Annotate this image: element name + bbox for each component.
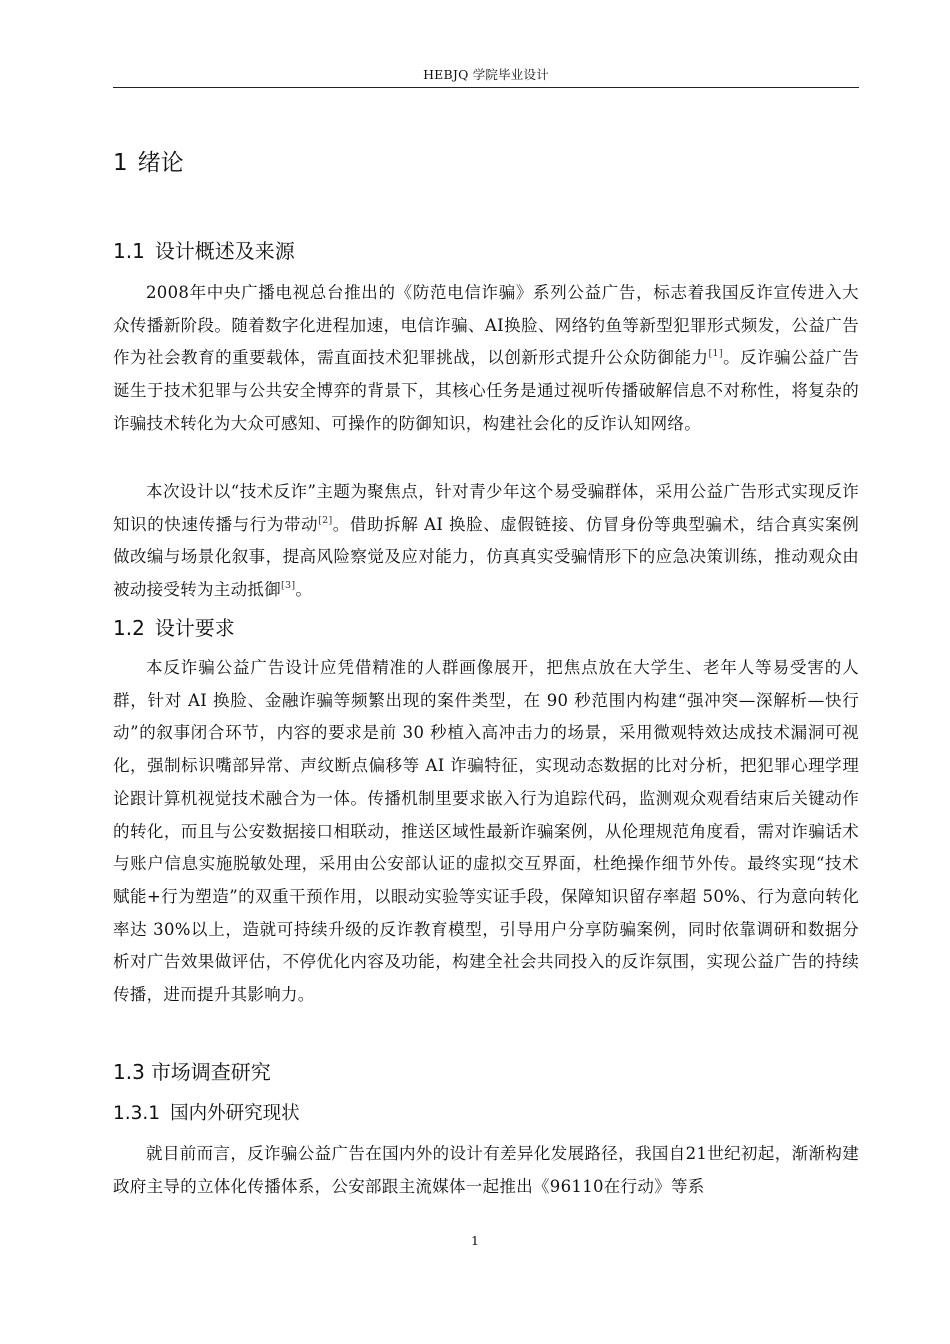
subsection-number: 1.3.1 [113, 1103, 161, 1124]
section-heading-1-1 [113, 237, 295, 265]
chapter-title: 绪论 [137, 150, 184, 176]
chapter-number: 1 [113, 150, 128, 176]
header-rule [113, 87, 859, 88]
citation-ref: [3] [281, 580, 296, 592]
section-title: 设计要求 [154, 616, 235, 640]
paragraph-1-3-1: 就目前而言，反诈骗公益广告在国内外的设计有差异化发展路径，我国自21世纪初起，渐渐构建政府主导的立体化传播体系，公安部跟主流媒体一起推出《96110在行动》等系 [113, 1144, 859, 1196]
paragraph-text: 。 [295, 580, 313, 600]
paragraph-1-1-a [113, 277, 859, 441]
section-heading-1-3 [113, 1058, 271, 1086]
section-number: 1.2 [113, 616, 145, 640]
subsection-heading-1-3-1 [113, 1101, 300, 1127]
page-number: 1 [471, 1233, 479, 1248]
section-title: 设计概述及来源 [154, 239, 295, 263]
section-number: 1.1 [113, 239, 145, 263]
paragraph-text: 本次设计以“技术反诈”主题为聚焦点，针对青少年这个易受骗群体，采用公益广告形式实现反诈知识的快速传播与行为带动 [113, 482, 859, 534]
chapter-heading [113, 148, 184, 178]
section-number: 1.3 [113, 1060, 145, 1084]
paragraph-text: 。反诈骗公益广告诞生于技术犯罪与公共安全博弈的背景下，其核心任务是通过视听传播破解信息不对称性，将复杂的诈骗技术转化为大众可感知、可操作的防御知识，构建社会化的反诈认知网络。 [113, 348, 860, 433]
citation-ref: [2] [318, 514, 333, 526]
subsection-title: 国内外研究现状 [170, 1103, 300, 1124]
paragraph-1-2: 本反诈骗公益广告设计应凭借精准的人群画像展开，把焦点放在大学生、老年人等易受害的人群，针对 AI 换脸、金融诈骗等频繁出现的案件类型，在 90 秒范围内构建“强冲突—深解析—快行动”的叙事闭合环节，内容的要求是前 30 秒植入高冲击力的场景，采用微观特效达成技术漏洞可视化，强制标识嘴部异常、声纹断点偏移等 AI 诈骗特征，实现动态数据的比对分析，把犯罪心理学理论跟计算机视觉技术融合为一体。传播机制里要求嵌入行为追踪代码，监测观众观看结束后关键动作的转化，而且与公安数据接口相联动，推送区域性最新诈骗案例，从伦理规范角度看，需对诈骗话术与账户信息实施脱敏处理，采用由公安部认证的虚拟交互界面，杜绝操作细节外传。最终实现“技术赋能+行为塑造”的双重干预作用，以眼动实验等实证手段，保障知识留存率超 50%、行为意向转化率达 30%以上，造就可持续升级的反诈教育模型，引导用户分享防骗案例，同时依靠调研和数据分析对广告效果做评估，不停优化内容及功能，构建全社会共同投入的反诈氛围，实现公益广告的持续传播，进而提升其影响力。 [113, 658, 859, 1005]
page-header: HEBJQ 学院毕业设计 [423, 67, 549, 82]
section-title: 市场调查研究 [150, 1060, 271, 1084]
paragraph-text: 。借助拆解 AI 换脸、虚假链接、仿冒身份等典型骗术，结合真实案例做改编与场景化叙事，提高风险察觉及应对能力，仿真真实受骗情形下的应急决策训练，推动观众由被动接受转为主动抵御 [113, 514, 859, 600]
section-heading-1-2 [113, 614, 235, 642]
citation-ref: [1] [708, 348, 723, 360]
paragraph-text: 2008年中央广播电视总台推出的《防范电信诈骗》系列公益广告，标志着我国反诈宣传进入大众传播新阶段。随着数字化进程加速，电信诈骗、AI换脸、网络钓鱼等新型犯罪形式频发，公益广告作为社会教育的重要载体，需直面技术犯罪挑战，以创新形式提升公众防御能力 [113, 283, 859, 368]
paragraph-1-1-b [113, 476, 859, 607]
